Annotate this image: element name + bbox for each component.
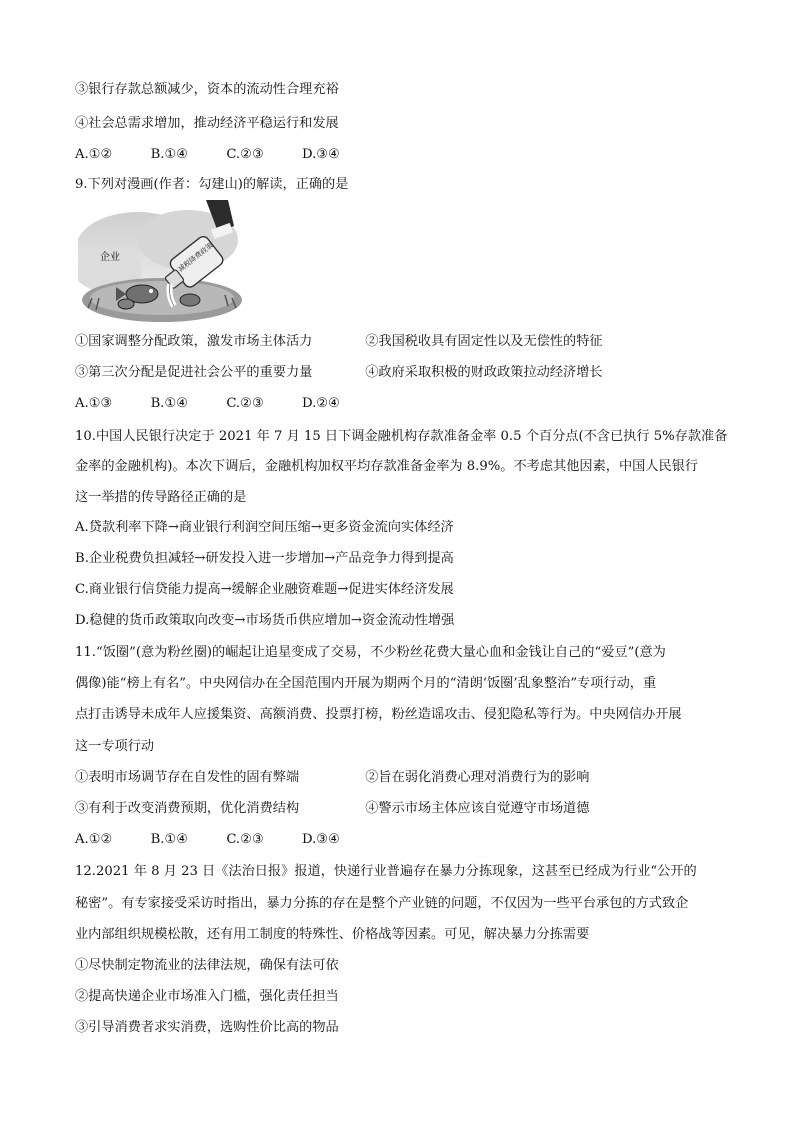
q11-choice-a: A.①② [75,832,113,847]
q11-options-row-1 [75,768,735,788]
q11-choice-d: D.③④ [301,832,340,847]
q10-stem-line-1: 10.中国人民银行决定于 2021 年 7 月 15 日下调金融机构存款准备金率 0.5 个百分点(不含已执行 5%存款准备 [75,429,728,444]
q10-option-c: C.商业银行信贷能力提高→缓解企业融资难题→促进实体经济发展 [75,582,454,597]
q9-choice-a: A.①③ [75,396,113,411]
q9-option-3: ③第三次分配是促进社会公平的重要力量 [75,365,313,380]
q11-choice-c: C.②③ [226,832,264,847]
q8-choice-d: D.③④ [301,147,340,162]
q8-choice-a: A.①② [75,147,113,162]
q10-stem-line-3: 这一举措的传导路径正确的是 [75,490,247,505]
q10-stem-line-2: 金率的金融机构)。本次下调后，金融机构加权平均存款准备金率为 8.9%。不考虑其他因素，中国人民银行 [75,459,699,474]
q9-choices [75,394,735,414]
q9-choice-b: B.①④ [150,396,189,411]
q8-choice-c: C.②③ [226,147,264,162]
cartoon-illustration [78,200,244,324]
q8-option-3: ③银行存款总额减少，资本的流动性合理充裕 [75,82,339,97]
q9-stem: 9.下列对漫画(作者：勾建山)的解读，正确的是 [75,177,349,192]
q11-stem-line-2: 偶像)能“榜上有名”。中央网信办在全国范围内开展为期两个月的“清朗‘饭圈’乱象整治”专项行动，重 [75,676,657,691]
q9-cartoon [78,200,244,324]
q11-stem-line-1: 11.“饭圈”(意为粉丝圈)的崛起让追星变成了交易，不少粉丝花费大量心血和金钱让自己的“爱豆”(意为 [75,645,666,660]
q12-stem-line-2: 秘密”。有专家接受采访时指出，暴力分拣的存在是整个产业链的问题，不仅因为一些平台承包的方式致企 [75,896,689,911]
q11-choice-b: B.①④ [150,832,189,847]
q9-options-row-2 [75,363,735,383]
q12-option-2: ②提高快递企业市场准入门槛，强化责任担当 [75,989,339,1004]
q9-option-4: ④政府采取积极的财政政策拉动经济增长 [365,365,603,380]
q11-stem-line-4: 这一专项行动 [75,739,155,754]
q9-choice-c: C.②③ [226,396,264,411]
q11-stem-line-3: 点打击诱导未成年人应援集资、高额消费、投票打榜，粉丝造谣攻击、侵犯隐私等行为。中央网信办开展 [75,707,682,722]
q11-option-1: ①表明市场调节存在自发性的固有弊端 [75,770,300,785]
q9-choice-d: D.②④ [301,396,340,411]
q10-option-a: A.贷款利率下降→商业银行利润空间压缩→更多资金流向实体经济 [75,520,454,535]
q12-stem-line-1: 12.2021 年 8 月 23 日《法治日报》报道，快递行业普遍存在暴力分拣现象，这甚至已经成为行业“公开的 [75,864,697,879]
q9-option-1: ①国家调整分配政策，激发市场主体活力 [75,334,313,349]
cartoon-enterprise-label: 企业 [100,252,120,263]
cartoon-policy-label: 减税降费政策 [176,241,215,274]
q11-option-3: ③有利于改变消费预期，优化消费结构 [75,801,300,816]
q8-option-4: ④社会总需求增加，推动经济平稳运行和发展 [75,116,339,131]
q9-options-row-1 [75,332,735,352]
q8-choices [75,145,735,165]
q11-options-row-2 [75,799,735,819]
q12-option-3: ③引导消费者求实消费，选购性价比高的物品 [75,1020,339,1035]
q12-stem-line-3: 业内部组织规模松散，还有用工制度的特殊性、价格战等因素。可见，解决暴力分拣需要 [75,927,590,942]
q12-option-1: ①尽快制定物流业的法律法规，确保有法可依 [75,958,339,973]
q11-choices [75,830,735,850]
q8-choice-b: B.①④ [150,147,189,162]
q9-option-2: ②我国税收具有固定性以及无偿性的特征 [365,334,603,349]
q11-option-2: ②旨在弱化消费心理对消费行为的影响 [365,770,590,785]
q10-option-d: D.稳健的货币政策取向改变→市场货币供应增加→资金流动性增强 [75,613,455,628]
q10-option-b: B.企业税费负担减轻→研发投入进一步增加→产品竞争力得到提高 [75,551,454,566]
q11-option-4: ④警示市场主体应该自觉遵守市场道德 [365,801,590,816]
